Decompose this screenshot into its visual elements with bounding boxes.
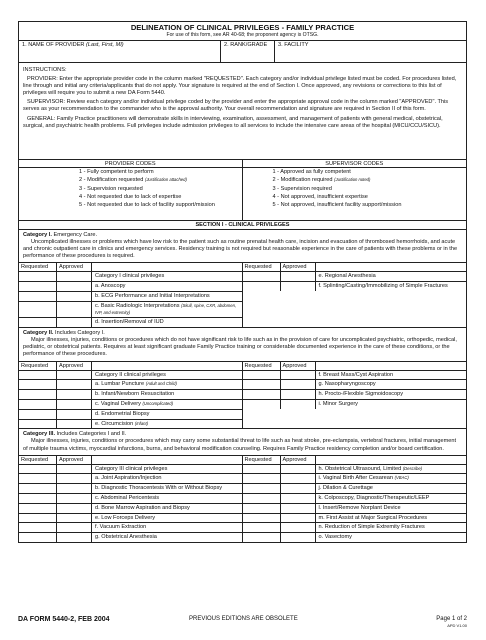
requested-cell[interactable] — [243, 523, 281, 532]
requested-cell[interactable] — [243, 494, 281, 503]
requested-cell[interactable] — [19, 390, 57, 399]
requested-cell[interactable] — [243, 400, 281, 409]
table-header-row: Requested Approved — [243, 362, 467, 371]
privilege-row[interactable]: b. Infant/Newborn Resuscitation — [19, 390, 242, 400]
supervisor-code: 2 - Modification required (Justification noted) — [272, 177, 371, 184]
privilege-row[interactable]: Category II clinical privileges — [19, 371, 242, 381]
approved-cell[interactable] — [57, 292, 92, 301]
approved-cell[interactable] — [57, 465, 92, 474]
table-header-row: Requested Approved — [19, 456, 242, 465]
table-header-row: Requested Approved — [19, 263, 242, 272]
instructions-general: GENERAL: Family Practice practitioners will demonstrate skills in interviewing, examination, assessment, and management of patients with general medical, obstetrical, surgical, and psychiatric health problems. Full privileges include admission privileges to all services to include the intensive care areas of the hospital (MICU/CCU/SICU). — [23, 115, 443, 129]
requested-cell[interactable] — [19, 380, 57, 389]
codes-table — [19, 160, 466, 221]
approved-cell[interactable] — [57, 514, 92, 523]
identification-row — [19, 41, 466, 63]
requested-cell[interactable] — [19, 371, 57, 380]
provider-code: 4 - Not requested due to lack of expertise — [79, 193, 182, 200]
approved-cell[interactable] — [57, 484, 92, 493]
approved-cell[interactable] — [281, 494, 316, 503]
approved-cell[interactable] — [281, 390, 316, 399]
requested-cell[interactable] — [19, 272, 57, 281]
requested-cell[interactable] — [243, 514, 281, 523]
privilege-row[interactable]: e. Low Forceps Delivery — [19, 514, 242, 524]
requested-cell[interactable] — [243, 474, 281, 483]
privilege-row[interactable]: m. First Assist at Major Surgical Procedures — [243, 514, 467, 524]
privilege-row[interactable]: f. Vacuum Extraction — [19, 523, 242, 533]
form-title: DELINEATION OF CLINICAL PRIVILEGES - FAMILY PRACTICE — [130, 23, 355, 32]
table-header-row: Requested Approved — [243, 263, 467, 272]
privilege-row[interactable]: d. Endometrial Biopsy — [19, 410, 242, 420]
approved-cell[interactable] — [281, 371, 316, 380]
privilege-row[interactable]: g. Obstetrical Anesthesia — [19, 533, 242, 542]
rank-grade-field[interactable] — [221, 41, 275, 62]
category-3-privileges — [19, 456, 466, 542]
privilege-row[interactable]: c. Abdominal Pericentesis — [19, 494, 242, 504]
instructions-heading: INSTRUCTIONS: — [23, 67, 67, 73]
requested-cell[interactable] — [243, 484, 281, 493]
provider-name-hint: (Last, First, MI) — [86, 42, 124, 48]
table-header-row: Requested Approved — [243, 456, 467, 465]
form-footer — [18, 616, 467, 630]
requested-cell[interactable] — [243, 371, 281, 380]
category-1-privileges — [19, 263, 466, 328]
requested-cell[interactable] — [19, 514, 57, 523]
category-1-description: Category I. Emergency Care. Uncomplicated illnesses or problems which have low risk to the patient such as routine prenatal health care, incision and evacuation of thrombosed hemorrhoids, and acute and chronic outpatient care in clinics and emergency services. Residency training is not required but reasonable experience in the care of patients with these problems or in the performance of these procedures is required. — [19, 230, 466, 263]
table-header-row: Requested Approved — [19, 362, 242, 371]
privilege-row[interactable]: k. Colposcopy, Diagnostic/Therapeutic/LEEP — [243, 494, 467, 504]
provider-name-field[interactable] — [19, 41, 221, 62]
facility-field[interactable] — [275, 41, 466, 62]
approved-cell[interactable] — [57, 533, 92, 542]
requested-cell[interactable] — [19, 318, 57, 327]
approved-cell[interactable] — [57, 282, 92, 291]
privilege-row[interactable]: i. Minor Surgery — [243, 400, 467, 409]
approved-cell[interactable] — [57, 494, 92, 503]
approved-cell[interactable] — [57, 504, 92, 513]
approved-cell[interactable] — [281, 533, 316, 542]
privilege-row[interactable]: j. Dilation & Curettage — [243, 484, 467, 494]
privilege-row[interactable]: c. Vaginal Delivery (Uncomplicated) — [19, 400, 242, 410]
instructions — [19, 63, 466, 160]
supervisor-code: 5 - Not approved, insufficient facility support/mission — [272, 202, 402, 209]
requested-cell[interactable] — [243, 380, 281, 389]
rank-grade-label: 2. RANK/GRADE — [224, 42, 268, 48]
requested-cell[interactable] — [19, 292, 57, 301]
requested-cell[interactable] — [243, 272, 281, 281]
requested-cell[interactable] — [243, 465, 281, 474]
approved-cell[interactable] — [281, 272, 316, 281]
requested-cell[interactable] — [243, 282, 281, 291]
approved-cell[interactable] — [57, 380, 92, 389]
privilege-row[interactable]: Category III clinical privileges — [19, 465, 242, 475]
privilege-row[interactable]: d. Bone Marrow Aspiration and Biopsy — [19, 504, 242, 514]
privilege-row[interactable]: o. Vasectomy — [243, 533, 467, 542]
instructions-supervisor: SUPERVISOR: Review each category and/or individual privilege coded by the provider and enter the appropriate approval code in the column marked "APPROVED". This serves as your recommendation to the commander who is the approval authority. Your overall recommendation and signature are required in Section II of this form. — [23, 99, 449, 113]
form-subtitle: For use of this form, see AR 40-68; the proponent agency is OTSG. — [166, 31, 319, 38]
previous-editions-note: PREVIOUS EDITIONS ARE OBSOLETE — [189, 616, 298, 622]
approved-cell[interactable] — [57, 523, 92, 532]
privilege-row[interactable]: l. Insert/Remove Norplant Device — [243, 504, 467, 514]
provider-code: 5 - Not requested due to lack of facility support/mission — [79, 202, 215, 209]
privilege-row[interactable]: n. Reduction of Simple Extremity Fractures — [243, 523, 467, 533]
approved-cell[interactable] — [281, 400, 316, 409]
supervisor-codes-heading: SUPERVISOR CODES — [243, 160, 467, 168]
requested-cell[interactable] — [19, 302, 57, 318]
category-2-description: Category II. Includes Category I. Major illnesses, injuries, conditions or procedures which do not have significant risk to life such as in the provision of care for uncomplicated psychiatric, orthopedic, medical, pediatric, or obstetrical patients. Requires at least significant graduate Family Practice training or considerable documented experience in the care of these conditions, or the performance of these procedures. — [19, 328, 466, 361]
privilege-row[interactable]: Category I clinical privileges — [19, 272, 242, 282]
privilege-row[interactable]: f. Splinting/Casting/Immobilizing of Simple Fractures — [243, 282, 467, 291]
requested-cell[interactable] — [243, 504, 281, 513]
form-header — [19, 22, 466, 41]
privilege-row[interactable]: i. Vaginal Birth After Cesarean (VBAC) — [243, 474, 467, 484]
privilege-row[interactable]: g. Nasopharyngoscopy — [243, 380, 467, 390]
requested-cell[interactable] — [19, 420, 57, 429]
requested-cell[interactable] — [19, 504, 57, 513]
approved-cell[interactable] — [281, 380, 316, 389]
requested-cell[interactable] — [19, 410, 57, 419]
privilege-row[interactable]: b. Diagnostic Thoracentesis With or Without Biopsy — [19, 484, 242, 494]
approved-cell[interactable] — [281, 474, 316, 483]
privilege-row[interactable]: h. Obstetrical Ultrasound, Limited (Describe) — [243, 465, 467, 475]
category-3-description: Category III. Includes Categories I and II. Major illnesses, injuries, conditions or procedures which may carry some substantial threat to life such as heat stroke, pre-eclampsia, vertebral fractures, initial management of multiple trauma victims, myocardial infarctions, burns, and behavioral modification counseling. Requires Family Practice residency completion and/or board certification. — [19, 429, 466, 455]
privilege-row[interactable]: h. Procto-/Flexible Sigmoidoscopy — [243, 390, 467, 400]
approved-cell[interactable] — [57, 318, 92, 327]
form-number: DA FORM 5440-2, FEB 2004 — [18, 616, 110, 623]
approved-cell[interactable] — [57, 371, 92, 380]
supervisor-codes — [243, 160, 467, 220]
privilege-row[interactable]: e. Regional Anesthesia — [243, 272, 467, 282]
approved-cell[interactable] — [57, 410, 92, 419]
requested-cell[interactable] — [243, 390, 281, 399]
approved-cell[interactable] — [57, 302, 92, 318]
approved-cell[interactable] — [281, 514, 316, 523]
approved-cell[interactable] — [57, 400, 92, 409]
requested-cell[interactable] — [19, 523, 57, 532]
page-number: Page 1 of 2 APD V1.00 — [436, 616, 467, 628]
provider-code: 2 - Modification requested (Justification attached) — [79, 177, 187, 184]
supervisor-code: 4 - Not approved, insufficient expertise — [272, 193, 368, 200]
requested-cell[interactable] — [19, 494, 57, 503]
facility-label: 3. FACILITY — [278, 42, 309, 48]
form — [18, 21, 467, 543]
provider-name-label: 1. NAME OF PROVIDER — [22, 42, 85, 48]
privilege-row[interactable]: e. Circumcision (Infant) — [19, 420, 242, 429]
approved-cell[interactable] — [281, 523, 316, 532]
requested-cell[interactable] — [19, 465, 57, 474]
approved-cell[interactable] — [281, 465, 316, 474]
privilege-row[interactable]: c. Basic Radiologic Interpretations (Skull, spine, CXR, abdomen, IVP, and extremity) — [19, 302, 242, 319]
privilege-row[interactable]: a. Joint Aspiration/Injection — [19, 474, 242, 484]
instructions-provider: PROVIDER: Enter the appropriate provider code in the column marked "REQUESTED". Each category and/or individual privilege listed must be coded. For procedures listed, line through and initial any criteria/applicants that do not apply. Your signature is required at the end of Section I. Once approved, any revisions or corrections to this list of privileges will require you to submit a new DA Form 5440. — [23, 76, 457, 97]
approved-cell[interactable] — [57, 474, 92, 483]
requested-cell[interactable] — [19, 400, 57, 409]
approved-cell[interactable] — [57, 390, 92, 399]
supervisor-code: 3 - Supervision required — [272, 185, 332, 192]
approved-cell[interactable] — [281, 484, 316, 493]
provider-codes — [19, 160, 243, 220]
privilege-row[interactable]: f. Breast Mass/Cyst Aspiration — [243, 371, 467, 381]
supervisor-code: 1 - Approved as fully competent — [272, 169, 351, 175]
provider-code: 3 - Supervision requested — [79, 185, 143, 192]
privilege-row[interactable]: a. Anoscopy — [19, 282, 242, 292]
privilege-row[interactable]: b. ECG Performance and Initial Interpretations — [19, 292, 242, 302]
approved-cell[interactable] — [281, 504, 316, 513]
approved-cell[interactable] — [281, 282, 316, 291]
requested-cell[interactable] — [19, 474, 57, 483]
approved-cell[interactable] — [57, 272, 92, 281]
requested-cell[interactable] — [243, 533, 281, 542]
requested-cell[interactable] — [19, 533, 57, 542]
version-label: APD V1.00 — [447, 622, 467, 628]
category-2-privileges — [19, 362, 466, 430]
provider-code: 1 - Fully competent to perform — [79, 169, 154, 175]
provider-codes-heading: PROVIDER CODES — [19, 160, 242, 168]
approved-cell[interactable] — [57, 420, 92, 429]
requested-cell[interactable] — [19, 282, 57, 291]
section-heading: SECTION I - CLINICAL PRIVILEGES — [19, 221, 466, 230]
privilege-row[interactable]: a. Lumbar Puncture (Adult and Child) — [19, 380, 242, 390]
requested-cell[interactable] — [19, 484, 57, 493]
privilege-row[interactable]: d. Insertion/Removal of IUD — [19, 318, 242, 327]
